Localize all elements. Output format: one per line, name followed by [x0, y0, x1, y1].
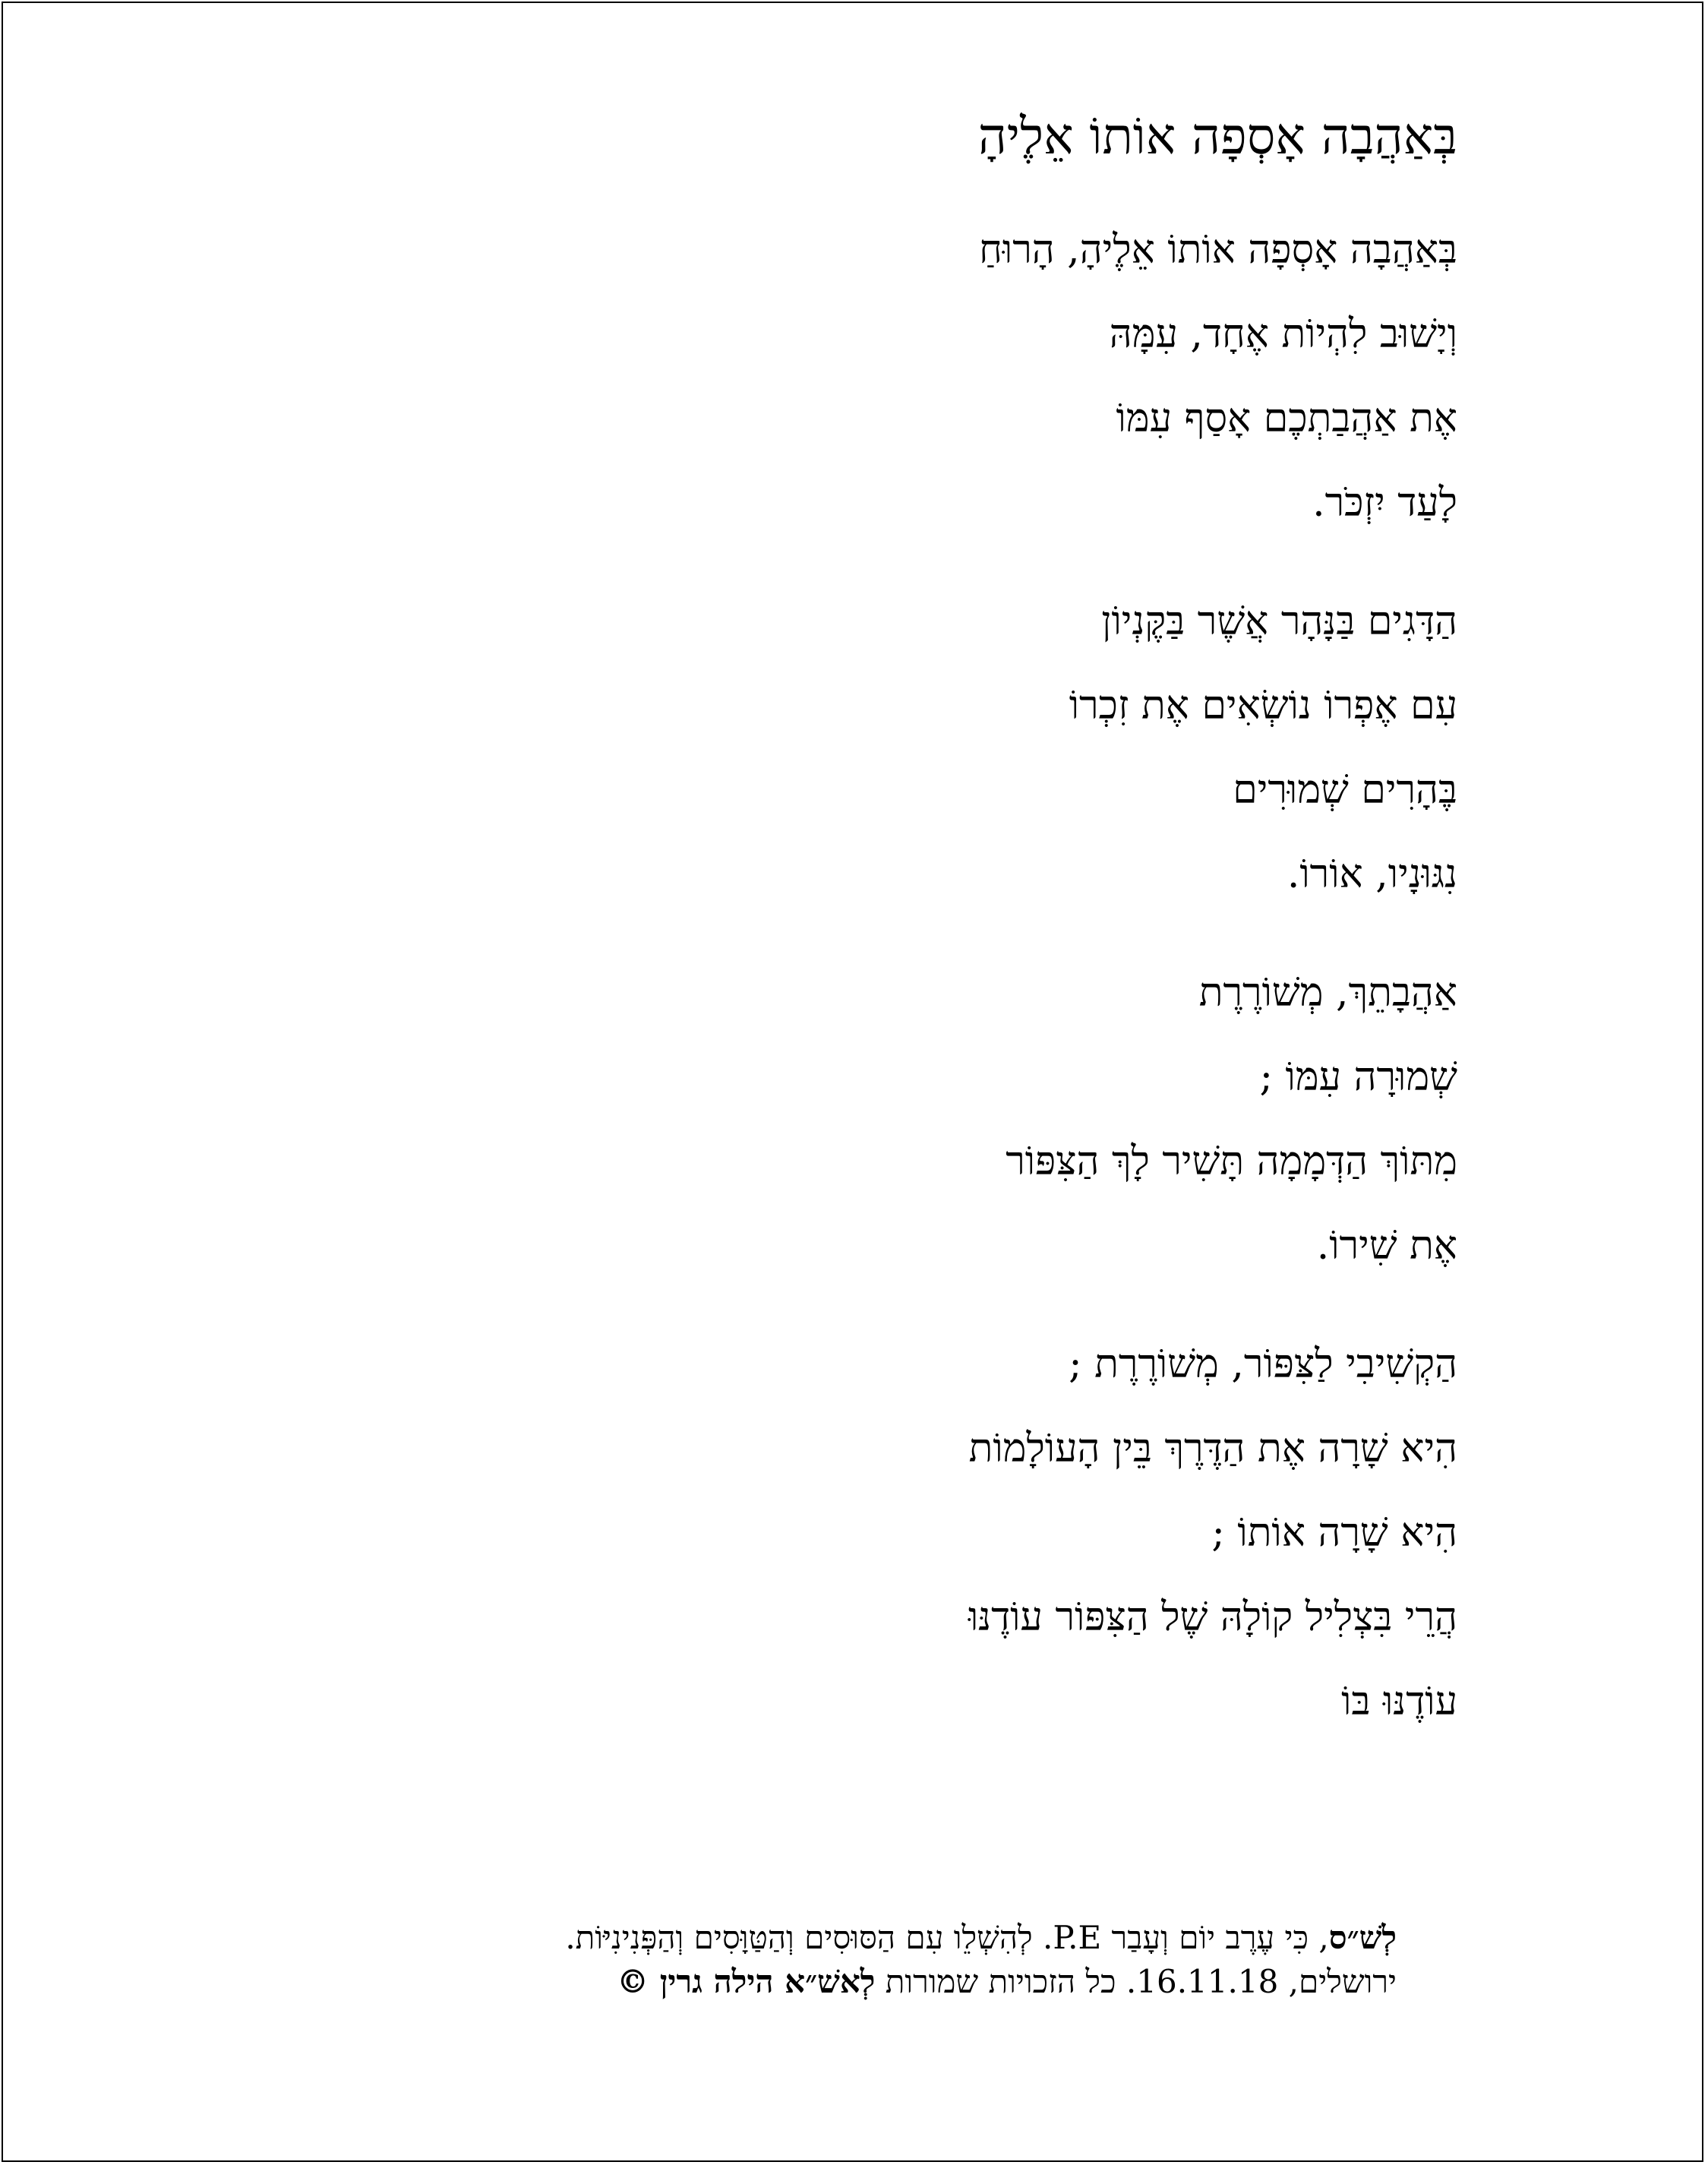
- stanza-2: [318, 580, 1457, 917]
- verse-line: נִגּוּנָיו, אוֹרוֹ.: [1287, 852, 1457, 897]
- verse-line: הִיא שָׁרָה אֶת הַדֶּרֶךְ בֵּין הָעוֹלָמוֹת: [968, 1426, 1457, 1471]
- stanza-4: [318, 1323, 1457, 1744]
- verse-line: הִיא שָׁרָה אוֹתוֹ ;: [1211, 1510, 1457, 1556]
- verse-line: אֶת שִׁירוֹ.: [1316, 1223, 1457, 1269]
- dedication-line: [257, 1916, 1397, 1960]
- dedication-footer: [257, 1916, 1397, 2004]
- verse-line: הַקְשִׁיבִי לַצִּפּוֹר, מְשׁוֹרֶרֶת ;: [1069, 1342, 1457, 1387]
- dedication-text: , כִּי עֶרֶב יוֹם וְעָבַר P.E. לְהִשְׁלֵו עִם הַסּוּסִים וְהַטַּוָּסִים וְהַפְּנִינִיּוֹת.: [565, 1919, 1329, 1956]
- verse-line: מִתּוֹךְ הַדְּמָמָה תָּשִׁיר לָךְ הַצִּפּוֹר: [1006, 1139, 1457, 1184]
- verse-line: הֲרֵי בִּצְלִיל קוֹלָהּ שֶׁל הַצִּפּוֹר עוֹדֶנּוּ: [968, 1595, 1457, 1640]
- verse-line: הַדָּגִים בַּנָּהָר אֲשֶׁר בַּקֶּנְיוֹן: [1101, 599, 1457, 644]
- verse-line: בֶּהָרִים שְׁמוּרִים: [1233, 767, 1457, 813]
- poem: [318, 99, 1457, 1778]
- verse-line: לָעַד יִזְכֹּר.: [1312, 480, 1457, 526]
- dedication-name: לְשׁ״ס: [1328, 1919, 1397, 1956]
- verse-line: עִם אֶפְרוֹ נוֹשְׂאִים אֶת זִכְרוֹ: [1069, 683, 1457, 729]
- verse-line: וְיָשׁוּב לִהְיוֹת אֶחָד, עִמָּהּ: [1109, 311, 1457, 357]
- verse-line: אַהֲבָתֵךְ, מְשׁוֹרֶרֶת: [1198, 970, 1457, 1016]
- stanza-3: [318, 951, 1457, 1288]
- copyright-text: ירושלים, 16.11.18. כל הזכויות שמורות: [875, 1963, 1397, 2000]
- copyright-holder: לְאשׁ״א הילה גרין ©: [617, 1963, 876, 2000]
- verse-line: אֶת אַהֲבַתְכֶם אָסַף עִמּוֹ: [1116, 396, 1457, 441]
- verse-line: שְׁמוּרָה עִמּוֹ ;: [1259, 1054, 1457, 1100]
- copyright-line: [257, 1960, 1397, 2004]
- stanza-1: [318, 208, 1457, 545]
- poem-title: בְּאַהֲבָה אָסְפָה אוֹתוֹ אֵלֶיהָ: [977, 107, 1457, 166]
- verse-line: בְּאַהֲבָה אָסְפָה אוֹתוֹ אֵלֶיהָ, הָרוּחַ: [979, 227, 1457, 273]
- verse-line: עוֹדֶנּוּ בּוֹ: [1341, 1679, 1457, 1724]
